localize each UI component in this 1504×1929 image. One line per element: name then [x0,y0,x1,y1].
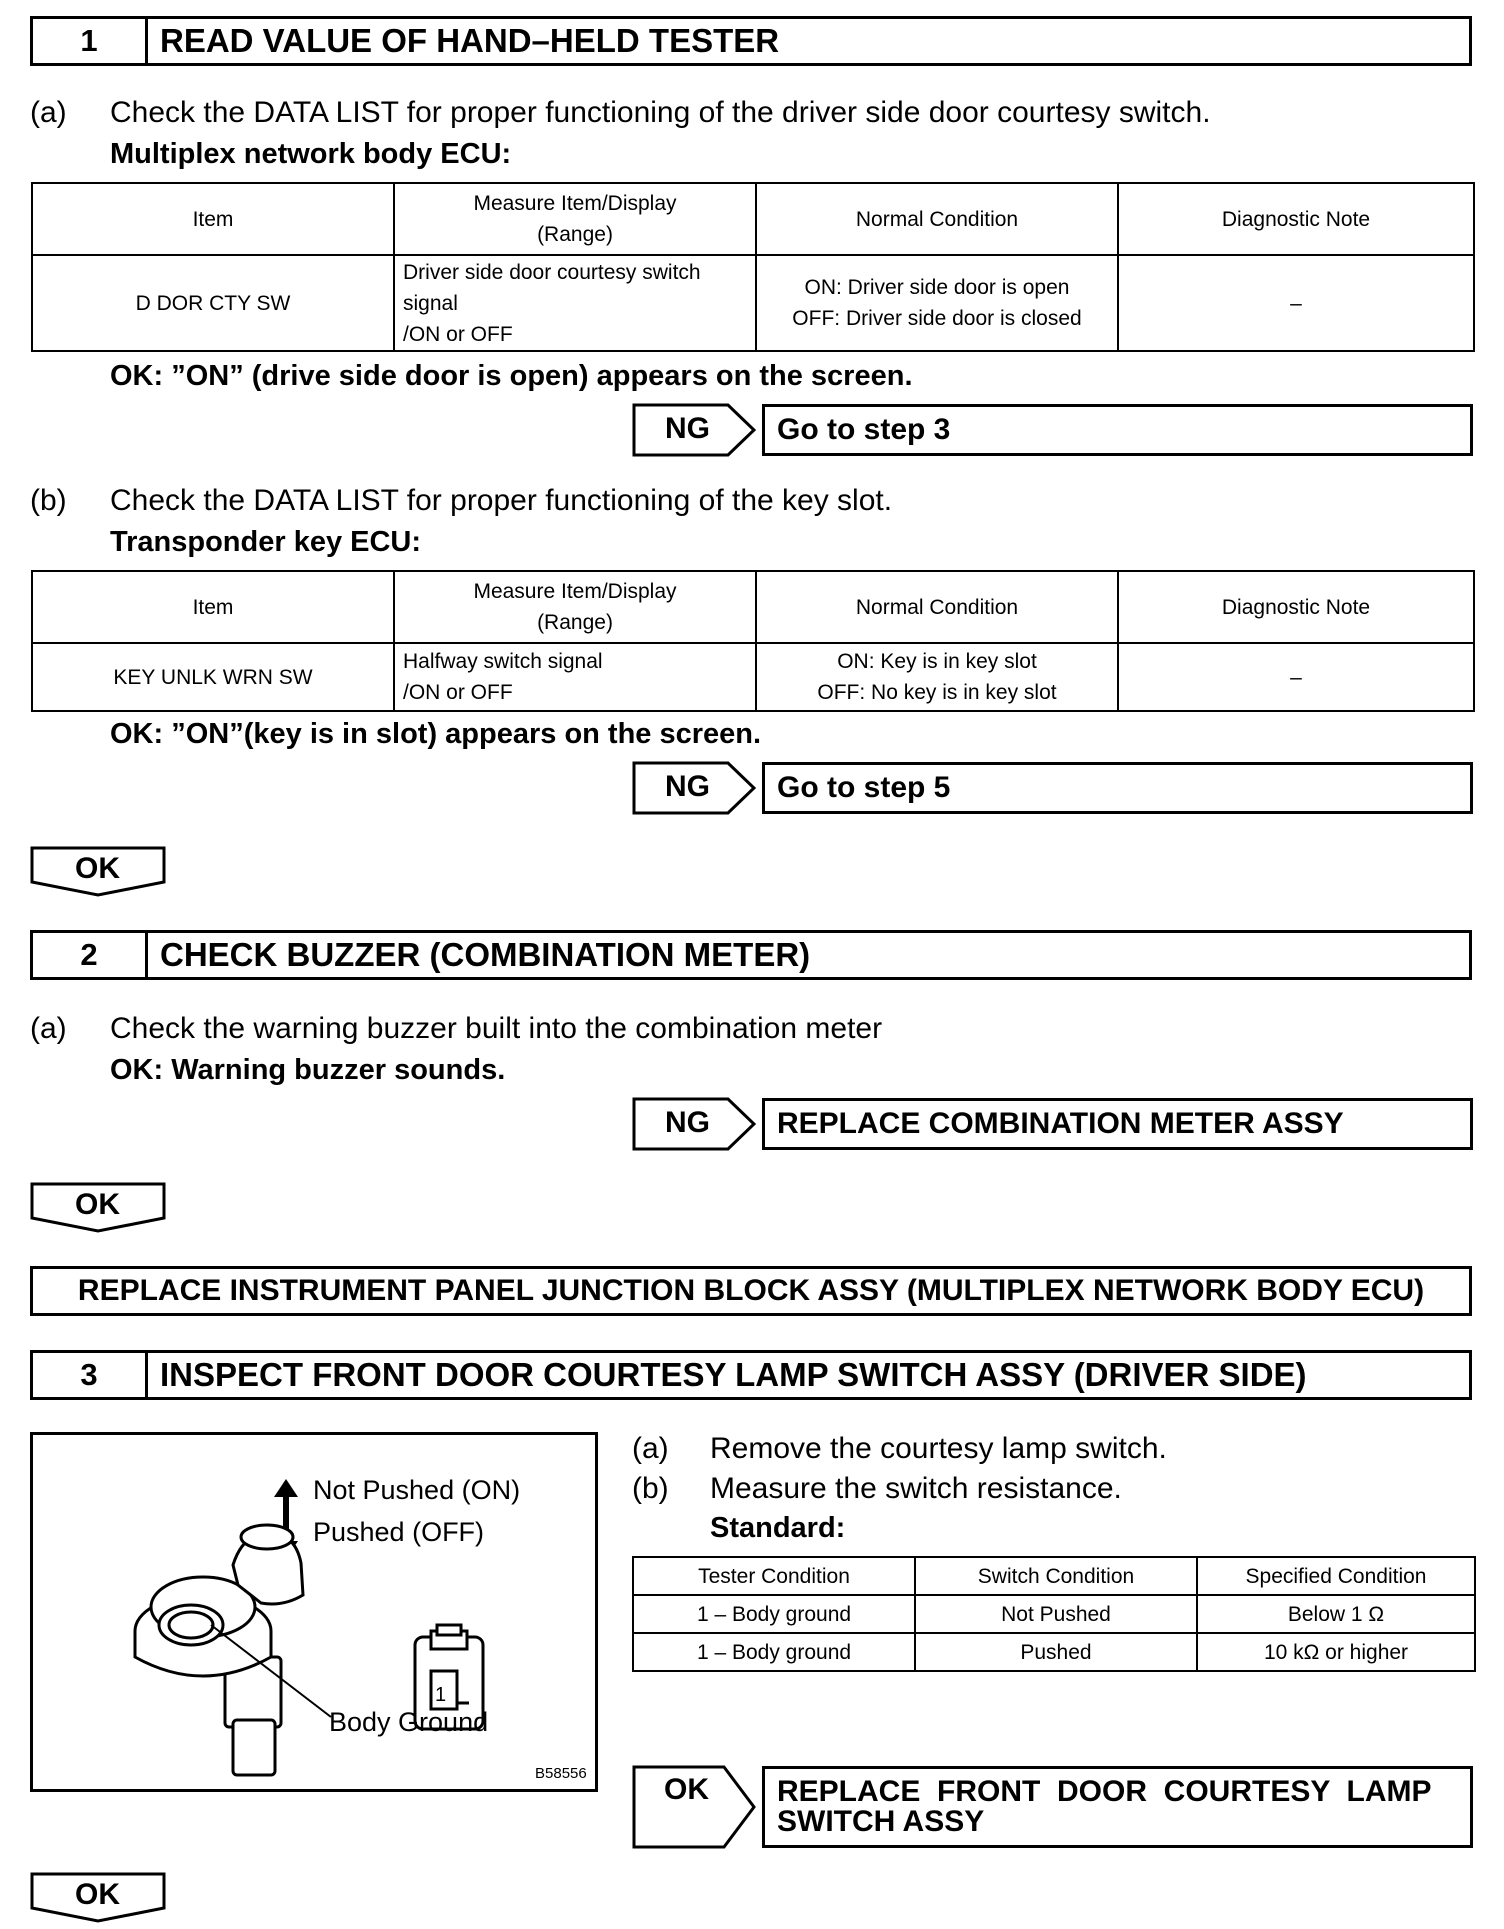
ng-result-box: Go to step 5 [762,762,1473,814]
cell-line: OFF: Driver side door is closed [792,307,1082,330]
cell-line: OFF: No key is in key slot [817,681,1057,704]
cell-tester: 1 – Body ground [633,1633,915,1671]
instruction-text: Remove the courtesy lamp switch. [710,1432,1167,1465]
ok-criteria: OK: Warning buzzer sounds. [110,1054,506,1086]
cell-specified: 10 kΩ or higher [1197,1633,1475,1671]
header-measure-line2: (Range) [537,611,613,634]
cell-item: D DOR CTY SW [32,255,394,351]
cell-switch: Not Pushed [915,1595,1197,1633]
table-row [633,1595,1475,1633]
header-note: Diagnostic Note [1118,571,1474,643]
table-row [633,1633,1475,1671]
ok-result-box [762,1766,1473,1848]
body-ground-label: Body Ground [329,1707,489,1737]
sub-step-letter: (a) [30,96,67,129]
cell-normal [756,255,1118,351]
ng-result-box: Go to step 3 [762,404,1473,456]
header-tester: Tester Condition [633,1557,915,1595]
ok-label: OK [75,1878,120,1911]
cell-measure [394,255,756,351]
result-line: REPLACE FRONT DOOR COURTESY LAMP [777,1775,1432,1808]
cell-line: ON: Driver side door is open [804,276,1070,299]
instruction-text: Check the DATA LIST for proper functioning of the key slot. [110,484,893,517]
ng-arrow-tag [632,1097,756,1151]
step-title: INSPECT FRONT DOOR COURTESY LAMP SWITCH ASSY (DRIVER SIDE) [160,1356,1307,1393]
instruction-text: Measure the switch resistance. [710,1472,1122,1505]
step-number: 2 [33,933,148,977]
data-list-table [31,570,1475,712]
cell-line: /ON or OFF [403,681,513,704]
ok-label: OK [75,1188,120,1221]
step-number: 1 [33,19,148,63]
instruction-text: Check the warning buzzer built into the combination meter [110,1012,883,1045]
data-list-table [31,182,1475,352]
header-item: Item [32,183,394,255]
ng-arrow-tag [632,761,756,815]
ecu-label: Multiplex network body ECU: [110,138,512,170]
header-measure-line1: Measure Item/Display [473,192,677,215]
cell-note: – [1118,255,1474,351]
cell-specified: Below 1 Ω [1197,1595,1475,1633]
replace-ecu-box: REPLACE INSTRUMENT PANEL JUNCTION BLOCK ASSY (MULTIPLEX NETWORK BODY ECU) [30,1266,1472,1316]
header-note: Diagnostic Note [1118,183,1474,255]
ok-label: OK [664,1773,709,1806]
ng-label: NG [665,412,710,445]
ok-arrow-tag [632,1765,756,1849]
ok-criteria: OK: ”ON”(key is in slot) appears on the screen. [110,718,762,750]
step-title: READ VALUE OF HAND–HELD TESTER [160,22,780,59]
step-title: CHECK BUZZER (COMBINATION METER) [160,936,811,973]
ng-arrow-tag [632,403,756,457]
resistance-table [632,1556,1476,1672]
header-specified: Specified Condition [1197,1557,1475,1595]
sub-step-letter: (a) [632,1432,669,1465]
step-2-header [30,930,1472,980]
connector-pin-label: 1 [435,1684,447,1706]
header-normal: Normal Condition [756,183,1118,255]
table-header-row [32,571,1474,643]
cell-item: KEY UNLK WRN SW [32,643,394,711]
cell-normal [756,643,1118,711]
instruction-text: Check the DATA LIST for proper functioning of the driver side door courtesy switch. [110,96,1211,129]
header-measure [394,571,756,643]
ng-label: NG [665,770,710,803]
cell-line: ON: Key is in key slot [837,650,1037,673]
cell-note: – [1118,643,1474,711]
table-row [32,643,1474,711]
cell-switch: Pushed [915,1633,1197,1671]
ok-flow-tag [30,846,170,898]
header-switch: Switch Condition [915,1557,1197,1595]
switch-illustration [30,1432,598,1792]
not-pushed-label: Not Pushed (ON) [313,1475,521,1505]
standard-label: Standard: [710,1512,846,1544]
cell-line: /ON or OFF [403,322,513,346]
cell-measure [394,643,756,711]
table-header-row [32,183,1474,255]
header-normal: Normal Condition [756,571,1118,643]
header-measure-line2: (Range) [537,223,613,246]
sub-step-letter: (b) [632,1472,669,1505]
step-1-header [30,16,1472,66]
cell-line: signal [403,291,458,315]
ecu-label: Transponder key ECU: [110,526,422,558]
switch-body-icon [135,1525,303,1775]
ng-result-box: REPLACE COMBINATION METER ASSY [762,1098,1473,1150]
cell-line: Driver side door courtesy switch [403,260,701,284]
header-measure-line1: Measure Item/Display [473,580,677,603]
cell-line: Halfway switch signal [403,650,603,673]
sub-step-letter: (b) [30,484,67,517]
ok-criteria: OK: ”ON” (drive side door is open) appears on the screen. [110,360,913,392]
sub-step-letter: (a) [30,1012,67,1045]
step-number: 3 [33,1353,148,1397]
table-header-row [633,1557,1475,1595]
pushed-label: Pushed (OFF) [313,1517,485,1547]
cell-tester: 1 – Body ground [633,1595,915,1633]
ok-label: OK [75,852,120,885]
ng-label: NG [665,1106,710,1139]
ok-flow-tag [30,1182,170,1234]
table-row [32,255,1474,351]
result-line: SWITCH ASSY [777,1805,985,1838]
figure-code: B58556 [535,1765,587,1782]
ok-flow-tag [30,1872,170,1924]
header-measure [394,183,756,255]
header-item: Item [32,571,394,643]
step-3-header [30,1350,1472,1400]
